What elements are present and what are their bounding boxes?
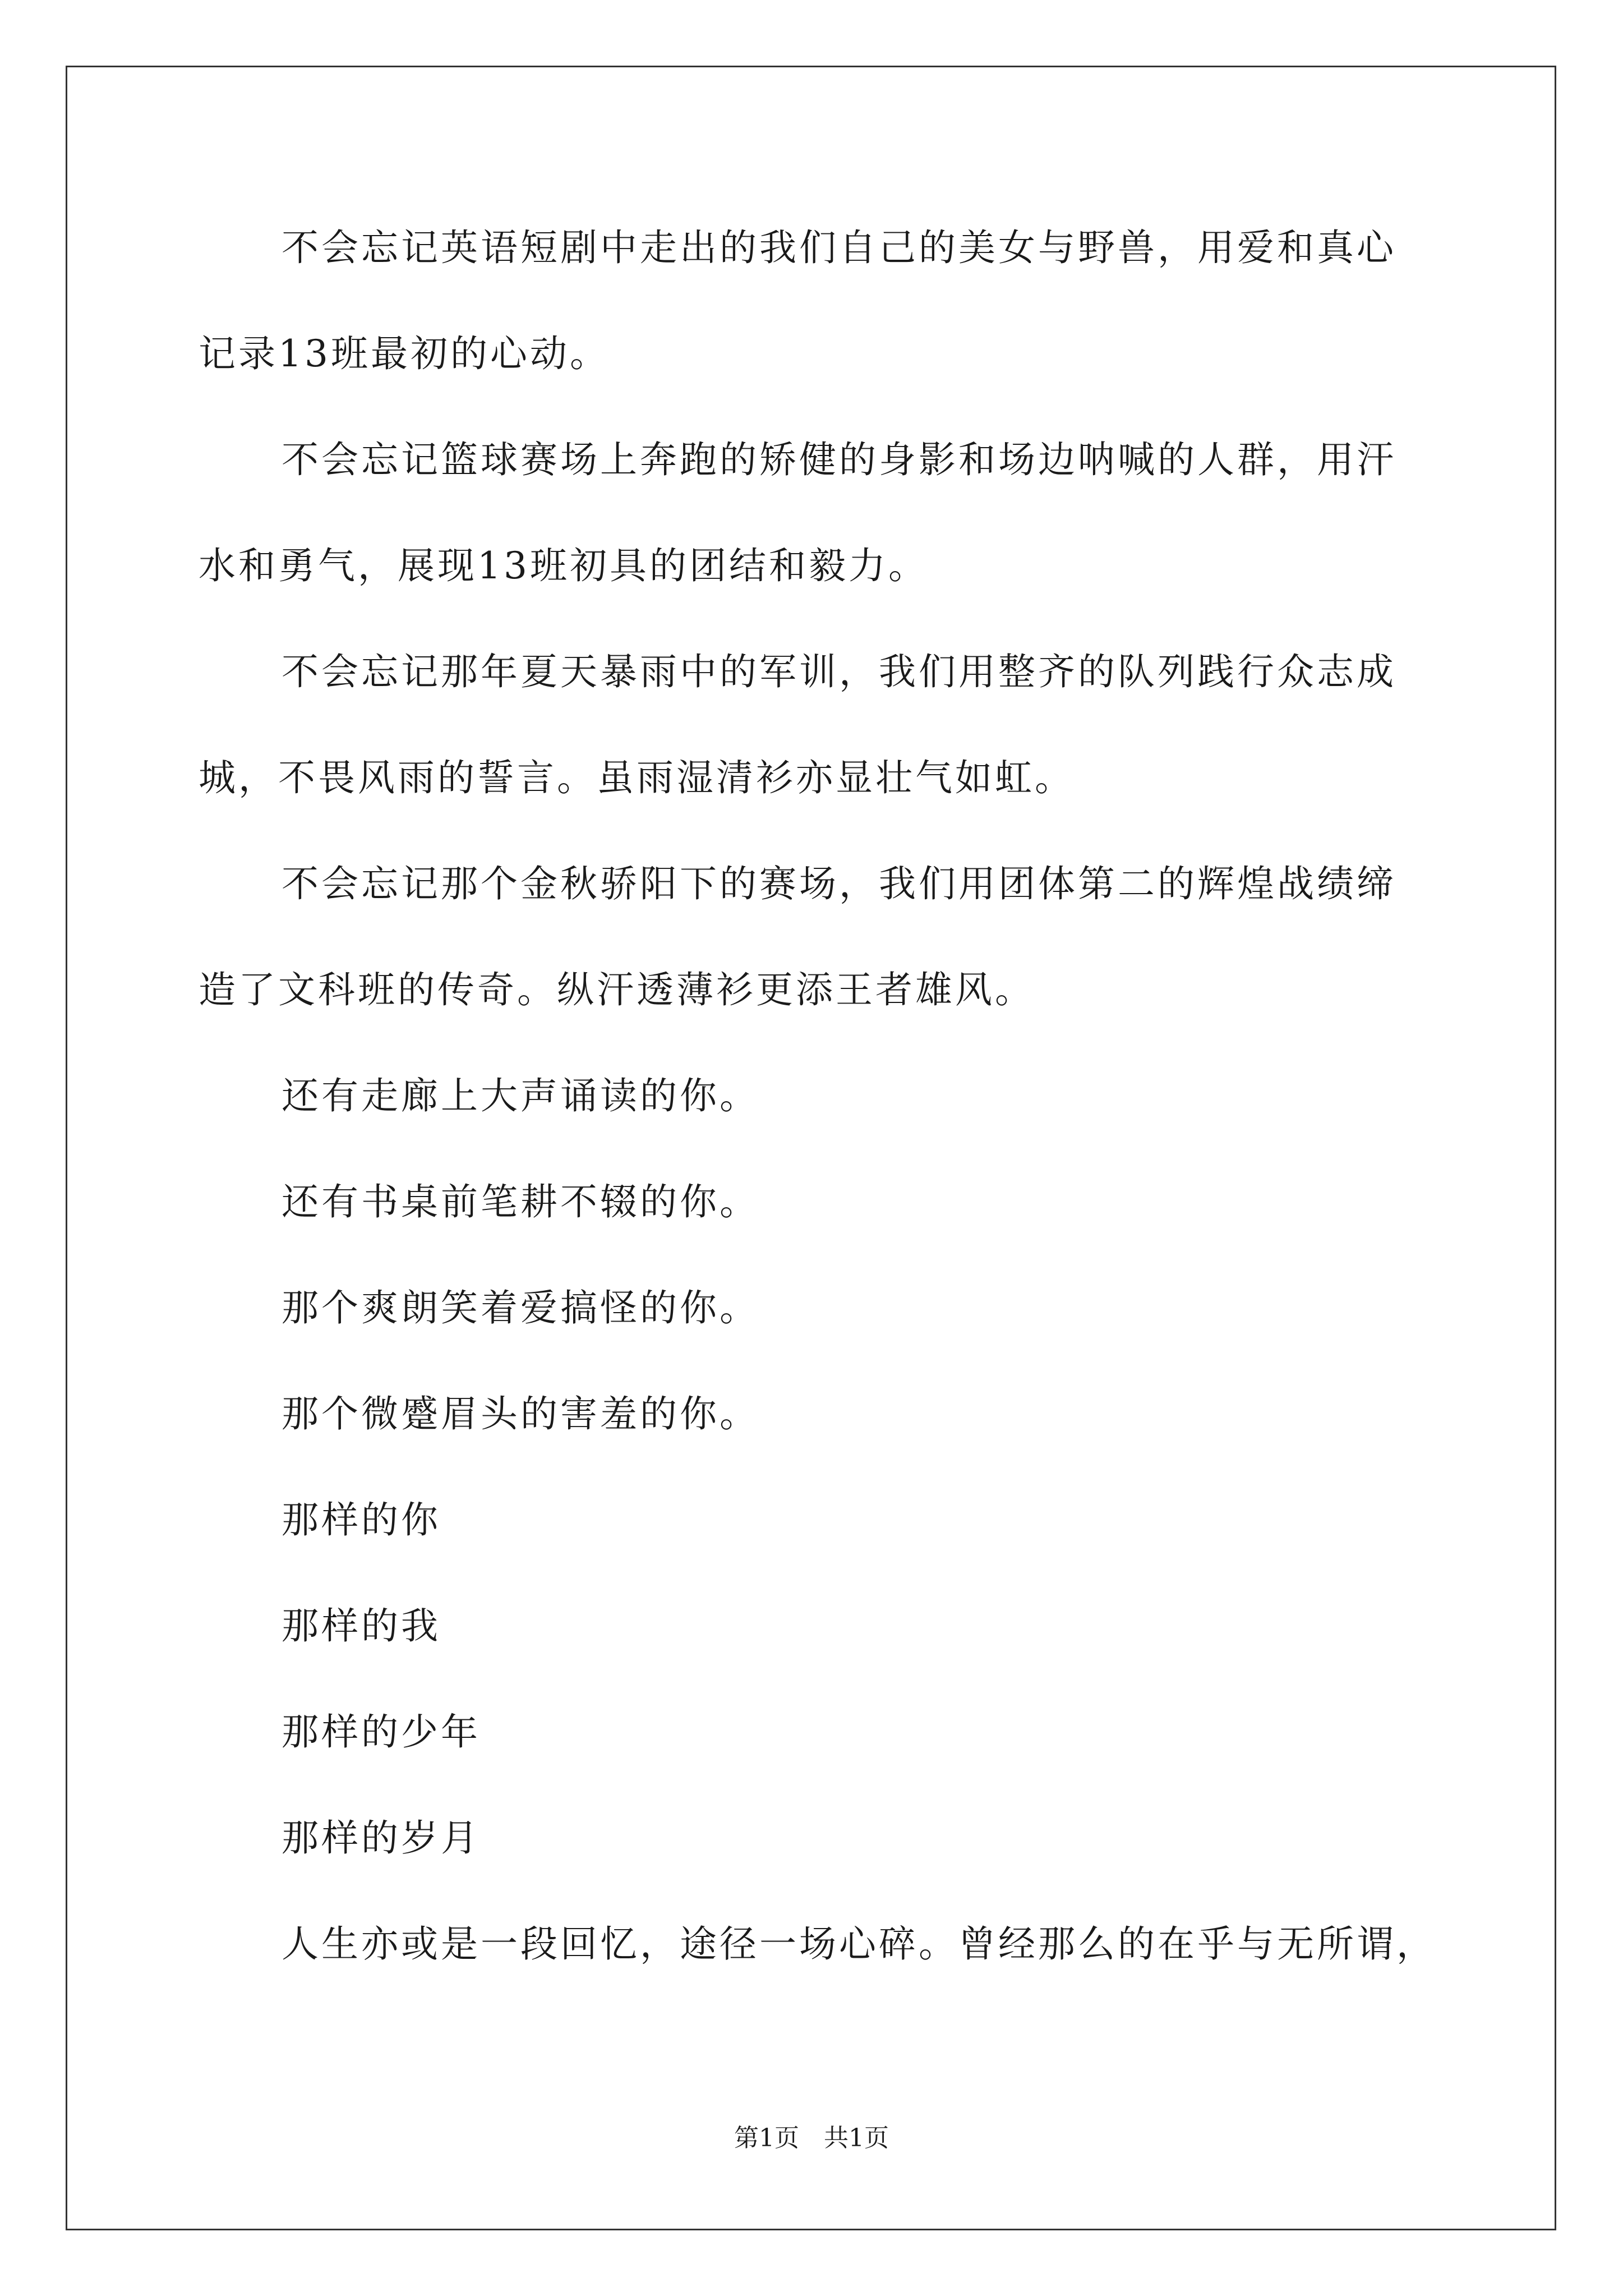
paragraph-line: 那样的岁月: [282, 1816, 481, 1860]
page-footer: 第1页 共1页: [734, 2124, 889, 2152]
paragraph-line: 还有走廊上大声诵读的你。: [282, 1074, 759, 1117]
paragraph-line: 水和勇气，展现13班初具的团结和毅力。: [199, 544, 928, 587]
paragraph-line: 不会忘记英语短剧中走出的我们自己的美女与野兽，用爱和真心: [282, 226, 1396, 269]
paragraph-line: 城，不畏风雨的誓言。虽雨湿清衫亦显壮气如虹。: [199, 756, 1075, 799]
paragraph-line: 不会忘记篮球赛场上奔跑的矫健的身影和场边呐喊的人群，用汗: [282, 438, 1396, 481]
paragraph-line: 那个微蹙眉头的害羞的你。: [282, 1392, 759, 1435]
paragraph-line: 不会忘记那个金秋骄阳下的赛场，我们用团体第二的辉煌战绩缔: [282, 862, 1396, 905]
page-border: [66, 66, 1556, 2230]
paragraph-line: 不会忘记那年夏天暴雨中的军训，我们用整齐的队列践行众志成: [282, 650, 1396, 693]
paragraph-line: 那个爽朗笑着爱搞怪的你。: [282, 1286, 759, 1329]
paragraph-line: 还有书桌前笔耕不辍的你。: [282, 1180, 759, 1223]
paragraph-line: 人生亦或是一段回忆，途径一场心碎。曾经那么的在乎与无所谓，: [282, 1922, 1436, 1966]
paragraph-line: 那样的你: [282, 1498, 441, 1542]
paragraph-line: 造了文科班的传奇。纵汗透薄衫更添王者雄风。: [199, 968, 1035, 1011]
paragraph-line: 记录13班最初的心动。: [199, 332, 610, 375]
paragraph-line: 那样的我: [282, 1604, 441, 1648]
paragraph-line: 那样的少年: [282, 1710, 481, 1754]
